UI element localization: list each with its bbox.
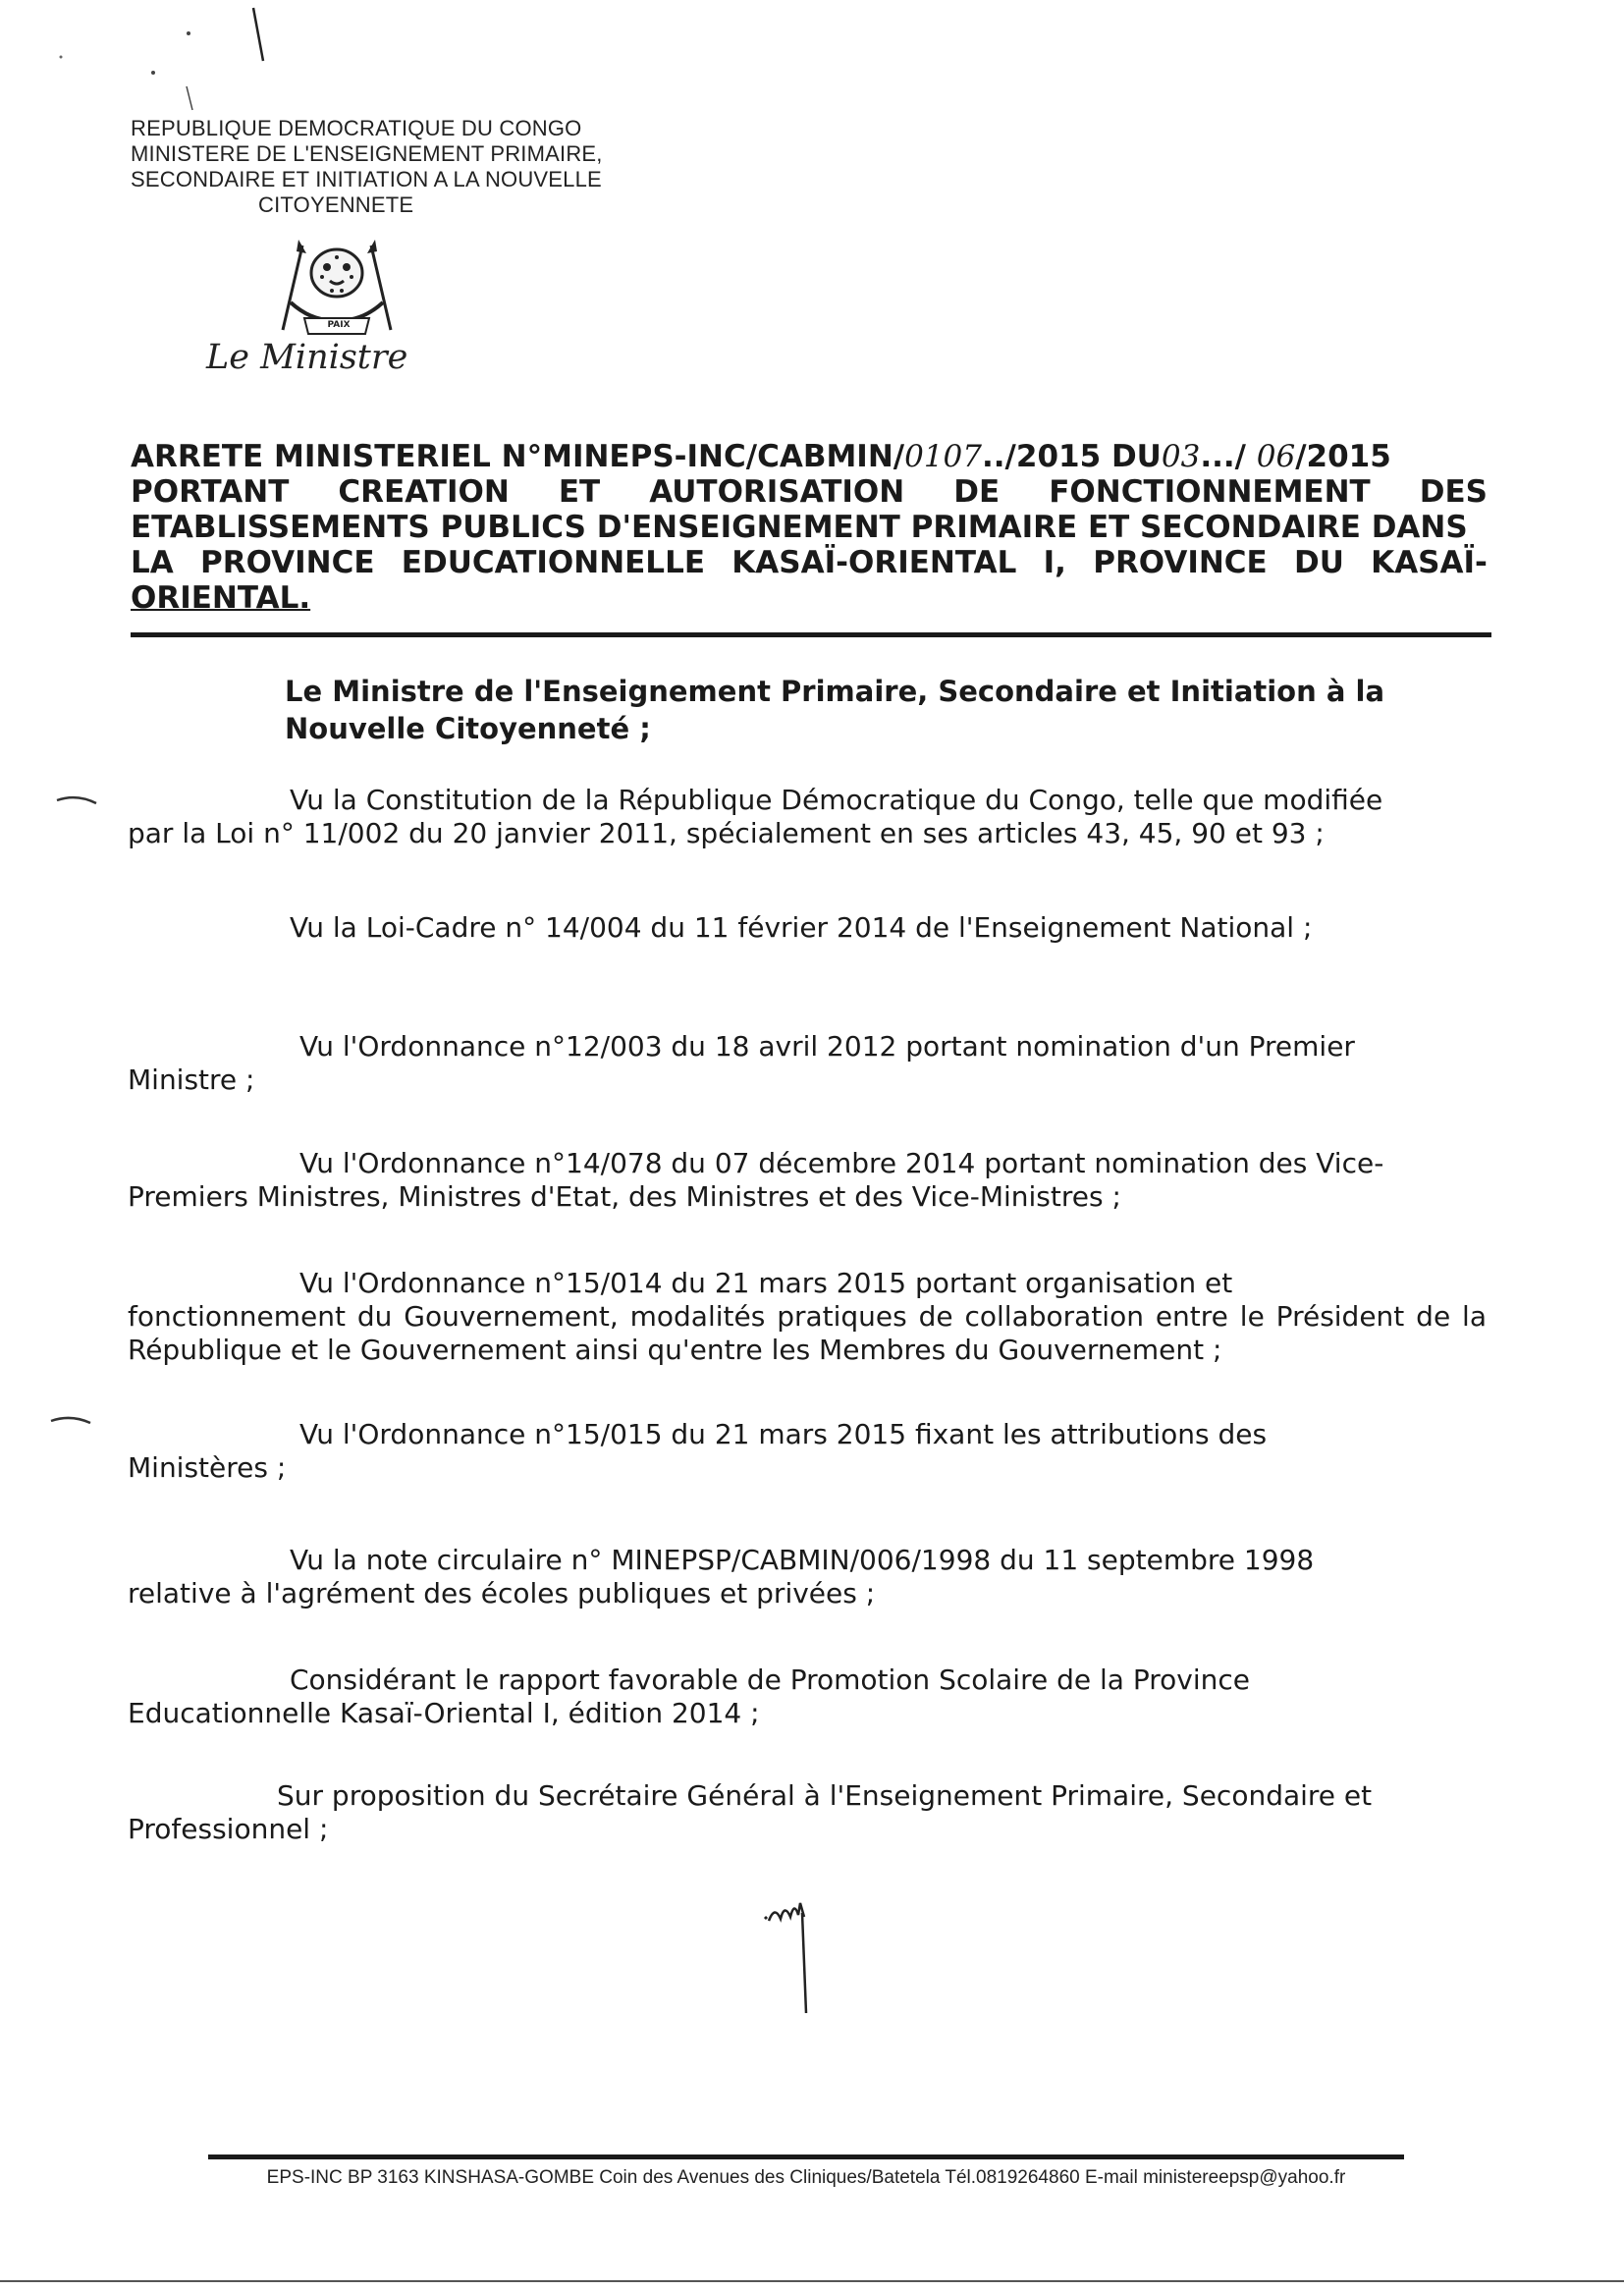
header-ministry-line2: SECONDAIRE ET INITIATION A LA NOUVELLE bbox=[131, 167, 602, 191]
handwritten-initials bbox=[761, 1895, 859, 2023]
decree-title bbox=[131, 439, 1488, 616]
title-separator bbox=[131, 632, 1491, 637]
handwritten-day: 03 bbox=[1161, 439, 1201, 474]
emblem-ribbon-text: PAIX bbox=[327, 320, 351, 330]
visa-paragraph: Vu l'Ordonnance n°15/014 du 21 mars 2015 portant organisation et fonctionnement du Gouvernement, modalités pratiques de collaboration entre le Président de la République et le Gouvernement ainsi qu'entre les Membres du Gouvernement ; bbox=[128, 1267, 1487, 1366]
visa-paragraph: Vu l'Ordonnance n°15/015 du 21 mars 2015 fixant les attributions des Ministères ; bbox=[128, 1418, 1268, 1484]
header-ministry-line1: MINISTERE DE L'ENSEIGNEMENT PRIMAIRE, bbox=[131, 141, 603, 166]
ministry-header bbox=[131, 116, 720, 218]
visa-paragraph: Considérant le rapport favorable de Promotion Scolaire de la Province Educationnelle Kasaï-Oriental I, édition 2014 ; bbox=[128, 1664, 1250, 1729]
handwritten-month: 06 bbox=[1256, 439, 1296, 474]
footer-rule bbox=[208, 2155, 1404, 2159]
handwritten-decree-number: 0107 bbox=[904, 439, 982, 474]
header-country: REPUBLIQUE DEMOCRATIQUE DU CONGO bbox=[131, 116, 582, 140]
visa-paragraph: Vu la note circulaire n° MINEPSP/CABMIN/006/1998 du 11 septembre 1998 relative à l'agrément des écoles publiques et privées ; bbox=[128, 1544, 1315, 1609]
header-ministry-line3: CITOYENNETE bbox=[258, 192, 414, 217]
title-line-2: PORTANT CREATION ET AUTORISATION DE FONCTIONNEMENT DES bbox=[131, 474, 1488, 510]
title-line-4: LA PROVINCE EDUCATIONNELLE KASAÏ-ORIENTAL I, PROVINCE DU KASAÏ- bbox=[131, 545, 1488, 580]
title-line-1: ARRETE MINISTERIEL N°MINEPS-INC/CABMIN/0107../2015 DU03.../ 06/2015 bbox=[131, 439, 1391, 474]
visa-paragraph: Vu la Constitution de la République Démocratique du Congo, telle que modifiée par la Loi n° 11/002 du 20 janvier 2011, spécialement en ses articles 43, 45, 90 et 93 ; bbox=[128, 784, 1383, 849]
title-line-5: ORIENTAL. bbox=[131, 580, 311, 616]
visa-paragraph: Vu l'Ordonnance n°12/003 du 18 avril 2012 portant nomination d'un Premier Ministre ; bbox=[128, 1030, 1355, 1096]
visa-paragraph: Vu la Loi-Cadre n° 14/004 du 11 février 2014 de l'Enseignement National ; bbox=[290, 911, 1313, 944]
visa-paragraph: Sur proposition du Secrétaire Général à l'Enseignement Primaire, Secondaire et Professionnel ; bbox=[128, 1779, 1373, 1845]
visa-paragraph: Vu l'Ordonnance n°14/078 du 07 décembre 2014 portant nomination des Vice- Premiers Ministres, Ministres d'Etat, des Ministres et des Vice-Ministres ; bbox=[128, 1147, 1384, 1213]
title-line-3: ETABLISSEMENTS PUBLICS D'ENSEIGNEMENT PRIMAIRE ET SECONDAIRE DANS bbox=[131, 510, 1468, 545]
scan-edge-line bbox=[0, 2280, 1624, 2282]
footer-contact: EPS-INC BP 3163 KINSHASA-GOMBE Coin des Avenues des Cliniques/Batetela Tél.0819264860 E-mail ministereepsp@yahoo.fr bbox=[266, 2167, 1346, 2188]
signatory-heading: Le Ministre bbox=[206, 338, 408, 377]
minister-heading: Le Ministre de l'Enseignement Primaire, Secondaire et Initiation à la Nouvelle Citoyenneté ; bbox=[285, 675, 1385, 745]
